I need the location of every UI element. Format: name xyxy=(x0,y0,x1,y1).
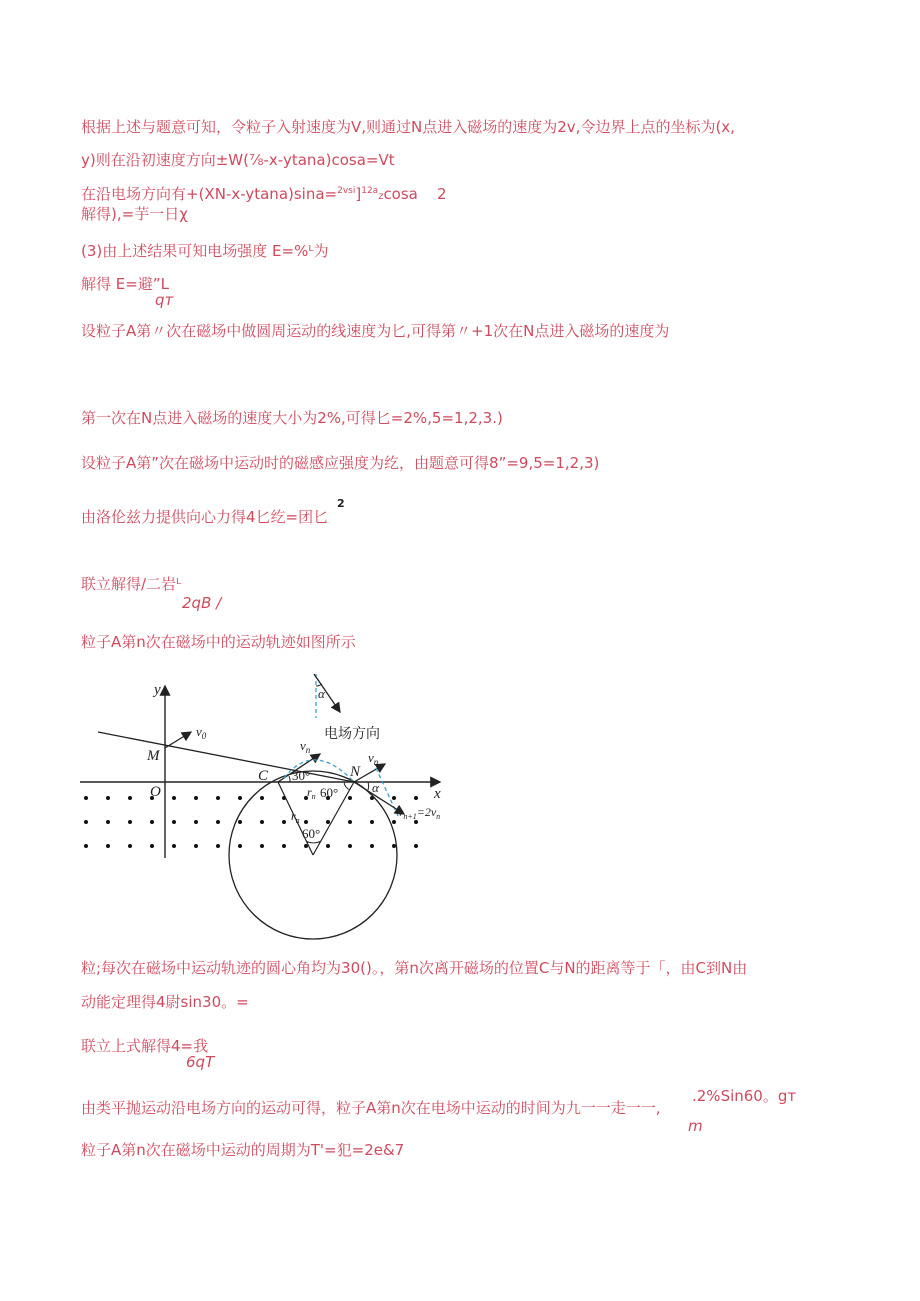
text-line-9: 设粒子A第”次在磁场中运动时的磁感应强度为纥，由题意可得8”=9,5=1,2,3) xyxy=(81,454,600,472)
vn-plus-1-arrow xyxy=(354,782,404,814)
point-c-label: C xyxy=(258,768,269,784)
text-line-10: 由洛伦兹力提供向心力得4匕纥=团匕 xyxy=(81,508,329,526)
text-line-16: 由类平抛运动沿电场方向的运动可得，粒子A第n次在电场中运动的时间为九一一走一一, xyxy=(81,1099,661,1117)
text-line-5: (3)由上述结果可知电场强度 E=%ᴸ为 xyxy=(81,242,329,260)
text-line-4: 解得),=芋一日χ xyxy=(81,205,188,223)
line3-part-c: cosa xyxy=(383,185,418,203)
text-line-11: 联立解得/二岩ᴸ xyxy=(81,575,182,593)
rn-label-1 xyxy=(307,785,316,801)
vn-n-subscript: n xyxy=(373,757,379,767)
angle-arc-30 xyxy=(289,776,290,782)
y-axis-label: y xyxy=(154,682,161,698)
v0-symbol: v xyxy=(196,724,202,739)
text-line-10-sup: 2 xyxy=(337,497,345,510)
vn-plus-1-subscript: n+1 xyxy=(403,812,417,821)
vn-c-symbol: v xyxy=(300,738,306,753)
text-line-13: 粒;每次在磁场中运动轨迹的圆心角均为30()。，第n次离开磁场的位置C与N的距离等于「，由C到N由 xyxy=(81,959,748,977)
rn-label-2 xyxy=(291,809,300,825)
line3-sup-2: 12a xyxy=(361,186,379,196)
angle-60-label-center: 60° xyxy=(302,826,321,841)
text-line-15-denominator: 6qT xyxy=(186,1053,215,1071)
text-line-16-denominator: m xyxy=(688,1117,703,1135)
text-line-15: 联立上式解得4=我 xyxy=(81,1037,209,1055)
vn-plus-1-label xyxy=(398,805,440,821)
rn-2-symbol: r xyxy=(291,809,296,823)
trajectory-figure xyxy=(78,668,478,958)
origin-label: O xyxy=(150,784,161,800)
v0-label xyxy=(196,724,207,741)
vn-plus-1-eq-subscript: n xyxy=(436,812,441,821)
text-line-7: 设粒子A第〃次在磁场中做圆周运动的线速度为匕,可得第〃+1次在N点进入磁场的速度为 xyxy=(81,322,670,340)
line3-sub: z xyxy=(378,191,384,202)
rn-1-subscript: n xyxy=(311,792,316,801)
text-line-6-denominator: qт xyxy=(155,291,174,309)
line3-part-a: 在沿电场方向有+(XN-x-ytana)sina= xyxy=(81,185,338,203)
rn-2-subscript: n xyxy=(295,816,300,825)
vn-label-c xyxy=(300,738,311,755)
text-line-17: 粒子A第n次在磁场中运动的周期为T'=犯=2e&7 xyxy=(81,1141,405,1159)
text-line-6: 解得 E=避”L xyxy=(81,275,169,293)
vn-label-n xyxy=(368,750,379,767)
text-line-14: 动能定理得4尉sin30。= xyxy=(81,993,249,1011)
angle-arc-60-top xyxy=(344,782,350,790)
alpha-label-top: α xyxy=(318,686,325,701)
angle-60-label-top: 60° xyxy=(320,785,339,800)
text-line-16-numerator: .2%Sin60。gт xyxy=(692,1087,797,1105)
text-line-1: 根据上述与题意可知，令粒子入射速度为V,则通过N点进入磁场的速度为2v,令边界上点的坐标为(x, xyxy=(81,118,735,136)
alpha-label-n: α xyxy=(372,780,379,795)
line3-number: 2 xyxy=(437,185,447,203)
angle-arc-alpha-n xyxy=(368,782,369,790)
rn-1-symbol: r xyxy=(307,785,312,799)
point-n-label: N xyxy=(350,764,361,780)
v0-subscript: 0 xyxy=(201,731,207,741)
text-line-8: 第一次在N点进入磁场的速度大小为2%,可得匕=2%,5=1,2,3.) xyxy=(81,409,503,427)
text-line-11-denominator: 2qB / xyxy=(182,594,222,612)
point-m-label: M xyxy=(147,748,160,764)
field-direction-label: 电场方向 xyxy=(324,727,380,742)
line3-part-b: ] xyxy=(355,185,362,203)
vn-plus-1-symbol: v xyxy=(398,805,404,819)
vn-plus-1-equals: =2v xyxy=(416,805,437,819)
x-axis-label: x xyxy=(434,786,441,802)
vn-c-subscript: n xyxy=(305,745,311,755)
angle-30-label: 30° xyxy=(292,768,311,783)
v0-arrow xyxy=(165,732,191,748)
magnetic-field-dots xyxy=(84,796,418,848)
text-line-12: 粒子A第n次在磁场中的运动轨迹如图所示 xyxy=(81,633,356,651)
text-line-2: y)则在沿初速度方向±W(⅞-x-ytana)cosa=Vt xyxy=(81,151,395,169)
line3-sup-1: 2vsi xyxy=(337,186,356,196)
angle-arc-60-center xyxy=(306,841,321,843)
vn-n-symbol: v xyxy=(368,750,374,765)
